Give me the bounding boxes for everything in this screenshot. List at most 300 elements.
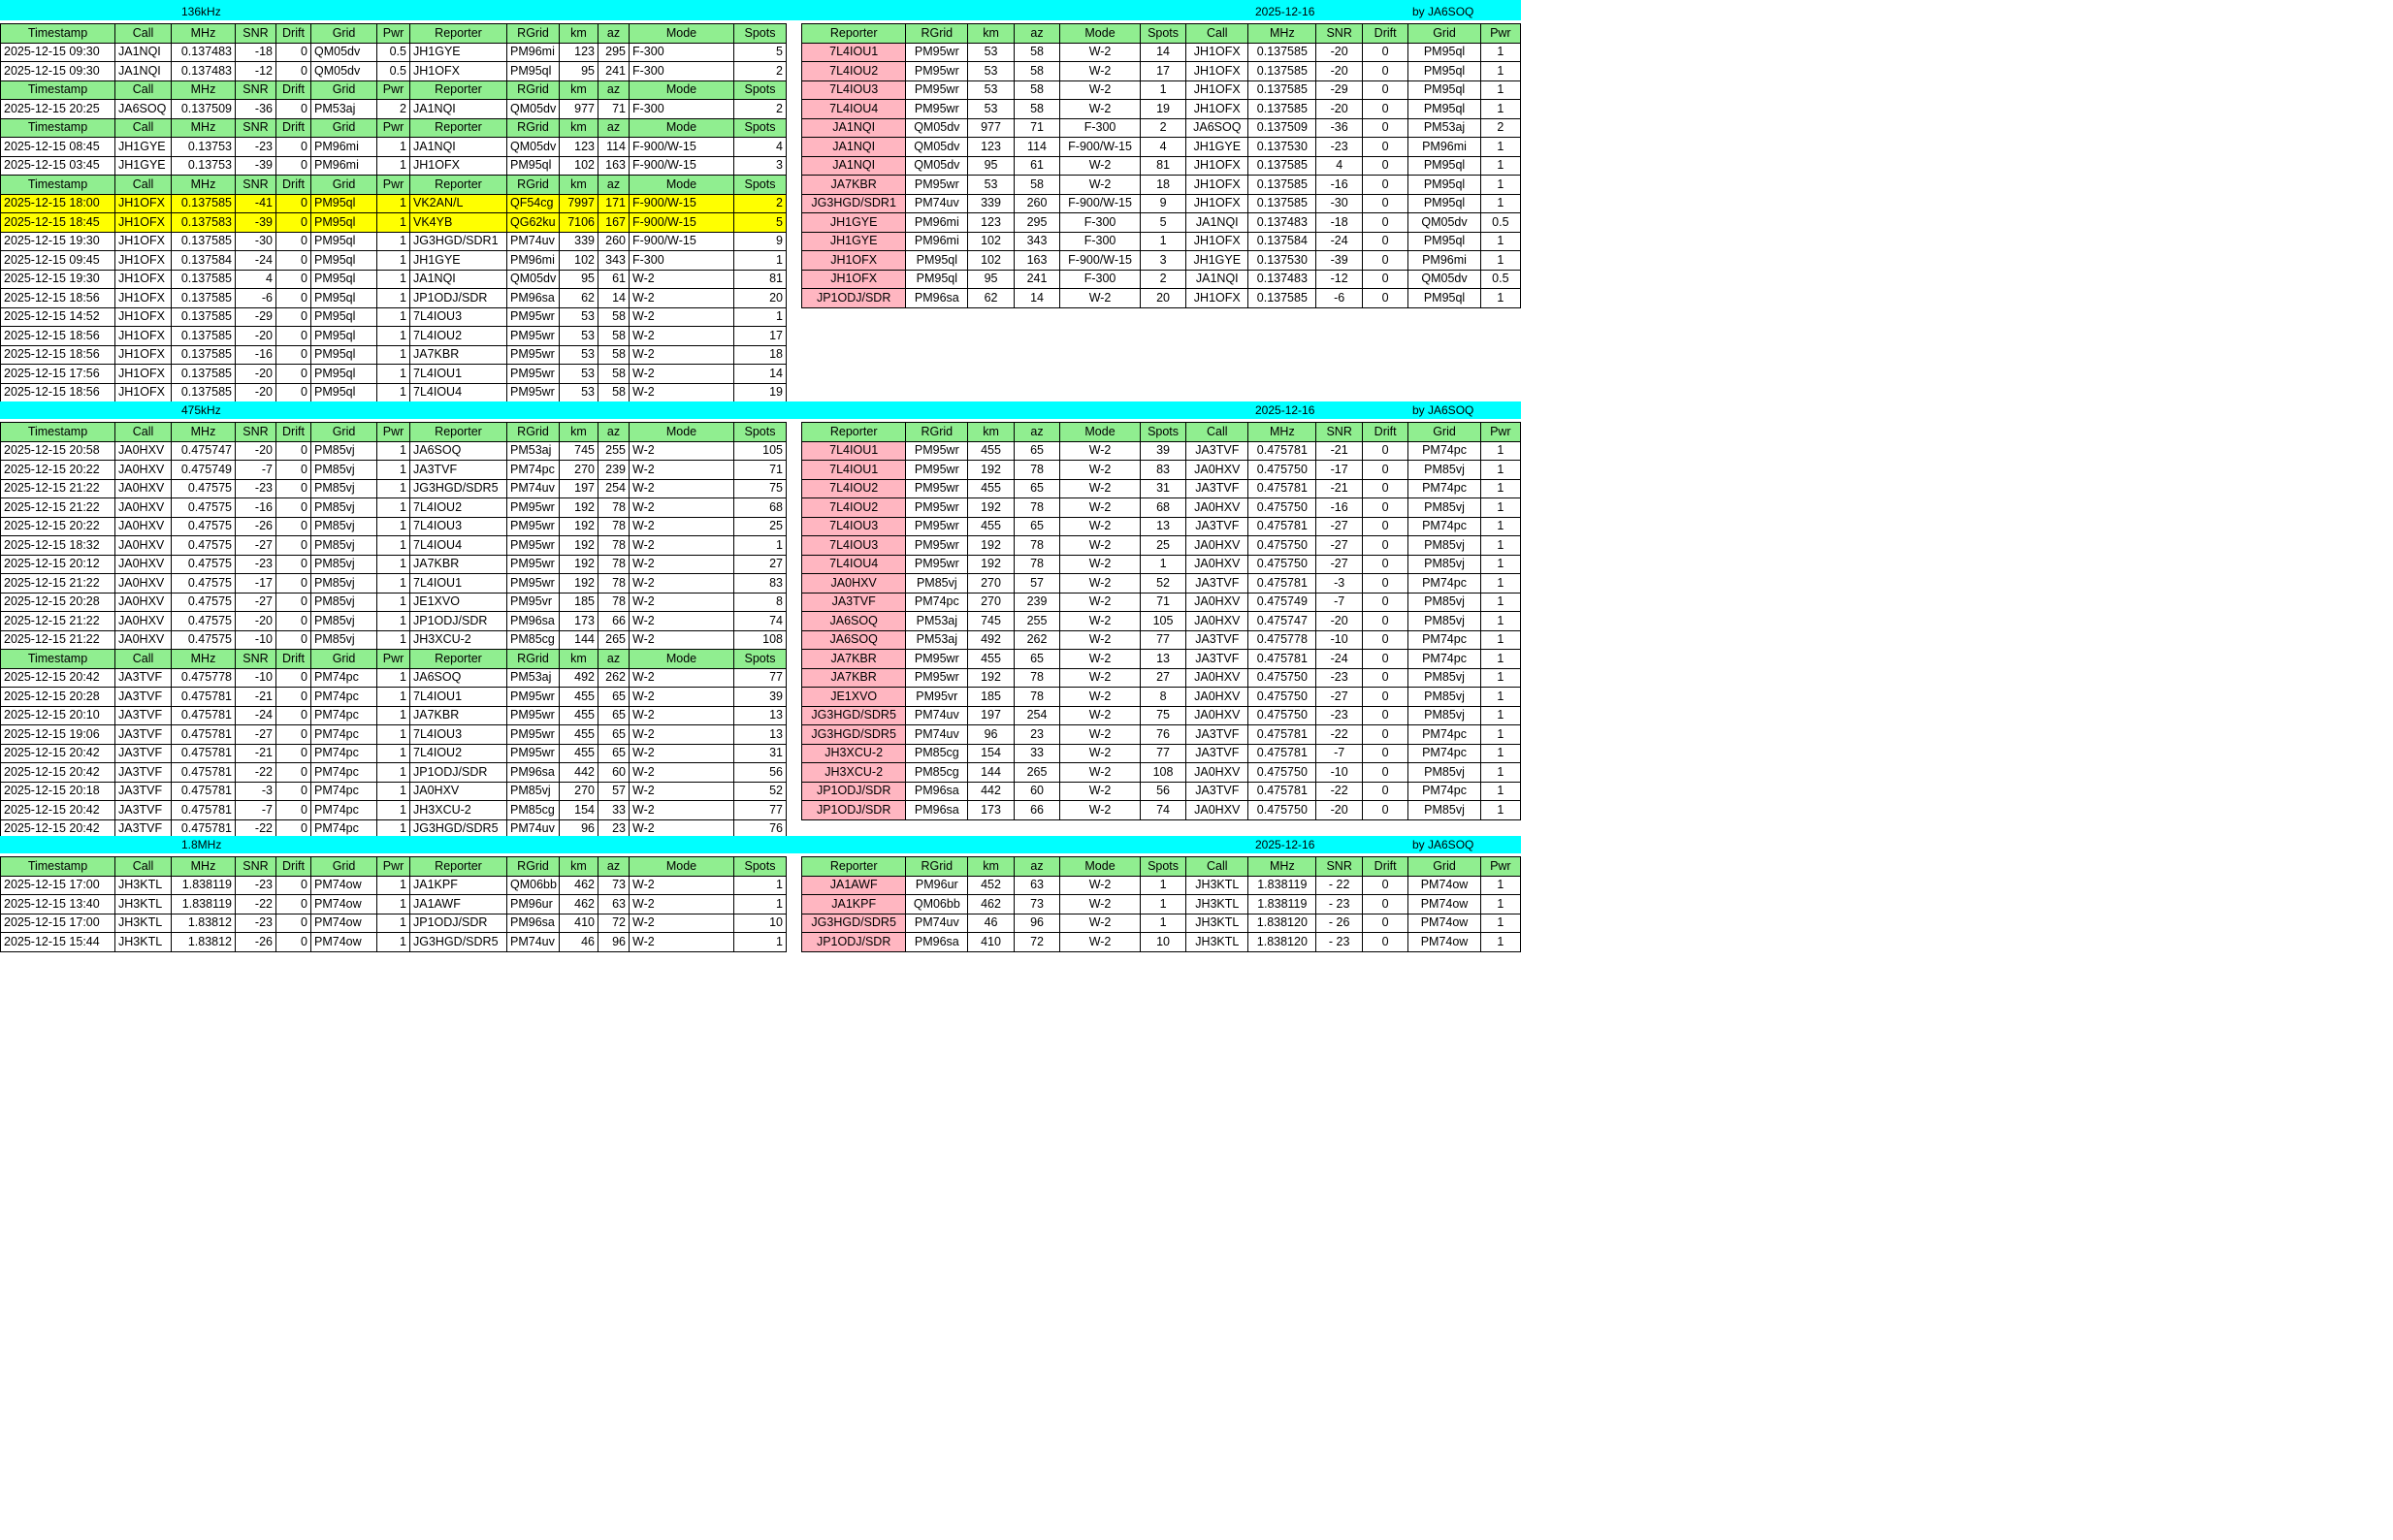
reporter-data-cell: 31: [1140, 479, 1185, 498]
spot-cell: 1: [377, 782, 410, 801]
reporter-row: [802, 80, 1521, 100]
reporter-cell: JA7KBR: [802, 668, 906, 688]
spot-cell: -6: [236, 289, 276, 308]
spot-cell: 2025-12-15 13:40: [1, 895, 115, 914]
spot-cell: 95: [560, 270, 598, 289]
reporter-data-cell: 295: [1014, 213, 1059, 233]
spot-cell: 7L4IOU4: [410, 536, 507, 556]
reporter-data-cell: -17: [1316, 461, 1362, 480]
spot-cell: 7L4IOU2: [410, 327, 507, 346]
spot-cell: 0.475778: [172, 668, 236, 688]
reporter-row: [802, 555, 1521, 574]
reporter-data-cell: 0.475749: [1248, 593, 1316, 612]
spot-cell: 0.47575: [172, 517, 236, 536]
spot-cell: 95: [560, 62, 598, 81]
spot-cell: QF54cg: [507, 194, 560, 213]
spot-cell: 27: [734, 555, 787, 574]
spot-cell: 0: [276, 668, 311, 688]
spot-cell: 13: [734, 706, 787, 725]
reporter-data-cell: W-2: [1060, 479, 1141, 498]
reporter-data-cell: 1.838119: [1248, 876, 1316, 895]
spot-cell: JA1NQI: [115, 43, 172, 62]
reporter-data-cell: 0.475781: [1248, 650, 1316, 669]
reporter-data-cell: 0: [1362, 156, 1407, 176]
reporter-data-cell: PM95ql: [1408, 176, 1480, 195]
spot-cell: 455: [560, 706, 598, 725]
reporter-data-cell: -10: [1316, 630, 1362, 650]
reporter-data-cell: W-2: [1060, 289, 1141, 308]
spot-row: [1, 630, 787, 650]
reporter-data-cell: 1: [1480, 650, 1520, 669]
spot-cell: 23: [598, 819, 630, 839]
column-header: Call: [1186, 423, 1248, 442]
reporter-data-cell: PM85cg: [906, 744, 968, 763]
reporter-data-cell: -6: [1316, 289, 1362, 308]
spot-cell: W-2: [630, 307, 734, 327]
column-header: az: [598, 80, 630, 100]
spot-cell: 1: [377, 819, 410, 839]
spot-cell: 0.475781: [172, 801, 236, 820]
spot-cell: 192: [560, 498, 598, 518]
spot-cell: 14: [734, 365, 787, 384]
reporter-data-cell: 108: [1140, 763, 1185, 783]
spot-cell: PM85vj: [311, 461, 377, 480]
reporter-data-cell: PM74uv: [906, 725, 968, 745]
reporter-data-cell: 462: [968, 895, 1014, 914]
reporter-data-cell: 197: [968, 706, 1014, 725]
column-header: az: [1014, 423, 1059, 442]
spot-cell: 2025-12-15 21:22: [1, 479, 115, 498]
reporter-data-cell: JH3KTL: [1186, 895, 1248, 914]
reporter-data-cell: PM74pc: [1408, 650, 1480, 669]
spot-cell: -21: [236, 688, 276, 707]
spot-cell: 53: [560, 365, 598, 384]
spot-row: [1, 688, 787, 707]
column-header: az: [598, 118, 630, 138]
reporter-data-cell: 65: [1014, 479, 1059, 498]
reporter-data-cell: 0: [1362, 555, 1407, 574]
spot-cell: 0: [276, 914, 311, 933]
reporter-data-cell: 77: [1140, 744, 1185, 763]
reporter-data-cell: 77: [1140, 630, 1185, 650]
spot-row: [1, 555, 787, 574]
reporter-data-cell: 0.475747: [1248, 612, 1316, 631]
reporter-cell: 7L4IOU1: [802, 43, 906, 62]
spot-cell: 2025-12-15 18:56: [1, 327, 115, 346]
spot-cell: W-2: [630, 801, 734, 820]
spot-cell: 0: [276, 801, 311, 820]
column-header: SNR: [1316, 857, 1362, 877]
column-header: Spots: [734, 176, 787, 195]
spot-row: [1, 498, 787, 518]
reporter-cell: JH1GYE: [802, 232, 906, 251]
reporter-data-cell: PM85cg: [906, 763, 968, 783]
spot-cell: PM85cg: [507, 801, 560, 820]
spot-cell: 0: [276, 763, 311, 783]
spot-cell: 3: [734, 156, 787, 176]
reporter-data-cell: 192: [968, 668, 1014, 688]
reporter-data-cell: PM74pc: [1408, 517, 1480, 536]
reporter-data-cell: PM74ow: [1408, 914, 1480, 933]
spot-cell: PM95wr: [507, 725, 560, 745]
reporter-data-cell: -7: [1316, 593, 1362, 612]
spot-cell: 81: [734, 270, 787, 289]
reporter-row: [802, 441, 1521, 461]
reporter-data-cell: 83: [1140, 461, 1185, 480]
reporter-data-cell: F-900/W-15: [1060, 138, 1141, 157]
spot-cell: 0.137585: [172, 365, 236, 384]
reporter-data-cell: W-2: [1060, 801, 1141, 820]
spot-cell: 7997: [560, 194, 598, 213]
spot-cell: -24: [236, 706, 276, 725]
reporter-data-cell: 270: [968, 574, 1014, 594]
spot-cell: -23: [236, 479, 276, 498]
spot-cell: QM05dv: [311, 62, 377, 81]
reporter-cell: 7L4IOU3: [802, 517, 906, 536]
column-header: Timestamp: [1, 24, 115, 44]
reporter-data-cell: 65: [1014, 441, 1059, 461]
reporter-row: [802, 763, 1521, 783]
reporter-data-cell: 17: [1140, 62, 1185, 81]
spot-cell: 0.5: [377, 43, 410, 62]
column-header: Grid: [1408, 423, 1480, 442]
reporter-cell: JP1ODJ/SDR: [802, 933, 906, 952]
reporter-cell: 7L4IOU3: [802, 80, 906, 100]
reporter-data-cell: 1: [1480, 100, 1520, 119]
reporter-data-cell: PM96sa: [906, 801, 968, 820]
reporter-data-cell: JA3TVF: [1186, 744, 1248, 763]
reporter-data-cell: 0: [1362, 688, 1407, 707]
spot-cell: 0.137509: [172, 100, 236, 119]
reporter-data-cell: 1: [1140, 876, 1185, 895]
spot-cell: -36: [236, 100, 276, 119]
spot-cell: 33: [598, 801, 630, 820]
reporter-data-cell: -20: [1316, 801, 1362, 820]
reporter-data-cell: W-2: [1060, 630, 1141, 650]
spot-cell: 74: [734, 612, 787, 631]
spot-cell: 96: [560, 819, 598, 839]
spot-cell: JA6SOQ: [410, 668, 507, 688]
spot-cell: 2025-12-15 20:42: [1, 819, 115, 839]
reporter-data-cell: 0: [1362, 498, 1407, 518]
spot-cell: 0.137483: [172, 43, 236, 62]
reporter-data-cell: 123: [968, 213, 1014, 233]
reporter-data-cell: 23: [1014, 725, 1059, 745]
column-header: Mode: [1060, 857, 1141, 877]
column-header: Timestamp: [1, 176, 115, 195]
spot-row: [1, 536, 787, 556]
spot-row: [1, 138, 787, 157]
reporter-data-cell: 0.137584: [1248, 232, 1316, 251]
reporter-data-cell: PM95ql: [906, 251, 968, 271]
author-label: by JA6SOQ: [1412, 5, 1474, 18]
reporter-row: [802, 744, 1521, 763]
reporter-data-cell: 1: [1480, 156, 1520, 176]
spot-cell: 2025-12-15 20:42: [1, 763, 115, 783]
reporter-data-cell: 0: [1362, 100, 1407, 119]
reporter-data-cell: 192: [968, 536, 1014, 556]
spot-cell: JH1OFX: [115, 270, 172, 289]
spot-cell: QM05dv: [507, 138, 560, 157]
reporter-data-cell: W-2: [1060, 612, 1141, 631]
reporter-cell: 7L4IOU1: [802, 441, 906, 461]
spot-cell: JA0HXV: [115, 498, 172, 518]
column-header: az: [1014, 857, 1059, 877]
reporter-data-cell: PM95wr: [906, 100, 968, 119]
spot-cell: PM74pc: [311, 688, 377, 707]
reporter-data-cell: F-900/W-15: [1060, 194, 1141, 213]
reporter-data-cell: 96: [1014, 914, 1059, 933]
spot-cell: JA0HXV: [115, 555, 172, 574]
reporter-data-cell: PM74pc: [1408, 574, 1480, 594]
spot-cell: 0: [276, 251, 311, 271]
spot-cell: 2025-12-15 09:45: [1, 251, 115, 271]
spot-cell: JA3TVF: [115, 688, 172, 707]
spot-cell: JA0HXV: [115, 612, 172, 631]
reporter-data-cell: 65: [1014, 650, 1059, 669]
reporter-cell: JG3HGD/SDR1: [802, 194, 906, 213]
reporter-data-cell: PM95ql: [1408, 194, 1480, 213]
spot-cell: 2: [734, 100, 787, 119]
spot-cell: W-2: [630, 668, 734, 688]
spot-cell: 1: [377, 744, 410, 763]
column-header: Spots: [734, 24, 787, 44]
reporter-data-cell: 114: [1014, 138, 1059, 157]
reporter-data-cell: 0.475750: [1248, 668, 1316, 688]
reporter-data-cell: JH1OFX: [1186, 100, 1248, 119]
spot-cell: -22: [236, 895, 276, 914]
reporter-data-cell: 71: [1014, 118, 1059, 138]
spot-cell: 2025-12-15 21:22: [1, 630, 115, 650]
column-header: km: [560, 857, 598, 877]
spot-cell: F-900/W-15: [630, 138, 734, 157]
column-header: Reporter: [802, 857, 906, 877]
spot-cell: 0.47575: [172, 630, 236, 650]
spot-cell: 2025-12-15 20:10: [1, 706, 115, 725]
reporter-data-cell: 1: [1480, 763, 1520, 783]
column-header-row: [1, 118, 787, 138]
spots-by-reporter-table: [801, 23, 1521, 308]
spot-cell: -10: [236, 668, 276, 688]
spot-cell: W-2: [630, 574, 734, 594]
reporter-data-cell: PM95wr: [906, 479, 968, 498]
spot-cell: 25: [734, 517, 787, 536]
reporter-row: [802, 43, 1521, 62]
spot-cell: F-900/W-15: [630, 156, 734, 176]
spot-cell: 0: [276, 327, 311, 346]
column-header: az: [598, 857, 630, 877]
spot-cell: 2025-12-15 21:22: [1, 574, 115, 594]
reporter-data-cell: JA1NQI: [1186, 270, 1248, 289]
reporter-data-cell: 76: [1140, 725, 1185, 745]
spot-cell: 2025-12-15 18:32: [1, 536, 115, 556]
column-header: Grid: [311, 80, 377, 100]
reporter-data-cell: JH1OFX: [1186, 176, 1248, 195]
reporter-data-cell: PM95wr: [906, 461, 968, 480]
spot-row: [1, 876, 787, 895]
spot-row: [1, 574, 787, 594]
spot-cell: JA0HXV: [115, 517, 172, 536]
spot-row: [1, 365, 787, 384]
spot-cell: JH1OFX: [410, 62, 507, 81]
reporter-data-cell: W-2: [1060, 782, 1141, 801]
spot-cell: JA0HXV: [115, 593, 172, 612]
spot-cell: 0: [276, 100, 311, 119]
reporter-data-cell: 1: [1480, 574, 1520, 594]
spot-cell: 10: [734, 914, 787, 933]
column-header: Pwr: [1480, 24, 1520, 44]
reporter-data-cell: 19: [1140, 100, 1185, 119]
spot-cell: PM95wr: [507, 345, 560, 365]
spot-cell: F-900/W-15: [630, 232, 734, 251]
column-header: Pwr: [377, 650, 410, 669]
reporter-data-cell: 13: [1140, 650, 1185, 669]
reporter-data-cell: 20: [1140, 289, 1185, 308]
reporter-data-cell: 8: [1140, 688, 1185, 707]
spot-cell: 0.137584: [172, 251, 236, 271]
spot-cell: 0: [276, 270, 311, 289]
spot-cell: 0: [276, 138, 311, 157]
spot-cell: PM95wr: [507, 574, 560, 594]
reporter-data-cell: 3: [1140, 251, 1185, 271]
spot-cell: PM95ql: [311, 232, 377, 251]
reporter-data-cell: PM74pc: [1408, 441, 1480, 461]
reporter-data-cell: QM05dv: [1408, 270, 1480, 289]
spot-cell: PM95wr: [507, 517, 560, 536]
spot-cell: 1: [734, 895, 787, 914]
spot-cell: PM74pc: [311, 668, 377, 688]
spot-cell: 492: [560, 668, 598, 688]
spot-row: [1, 782, 787, 801]
reporter-data-cell: -23: [1316, 706, 1362, 725]
reporter-data-cell: JH1OFX: [1186, 80, 1248, 100]
reporter-data-cell: JH1OFX: [1186, 289, 1248, 308]
spot-cell: 102: [560, 251, 598, 271]
spot-cell: -27: [236, 593, 276, 612]
reporter-data-cell: 0.5: [1480, 270, 1520, 289]
reporter-cell: JA7KBR: [802, 176, 906, 195]
spot-cell: 0: [276, 725, 311, 745]
spot-cell: 2025-12-15 17:00: [1, 914, 115, 933]
spot-cell: PM85vj: [311, 536, 377, 556]
reporter-data-cell: 1: [1480, 43, 1520, 62]
spot-cell: 1: [377, 156, 410, 176]
reporter-row: [802, 118, 1521, 138]
reporter-data-cell: 1: [1480, 555, 1520, 574]
spot-cell: -20: [236, 327, 276, 346]
column-header: Spots: [734, 650, 787, 669]
spot-cell: 123: [560, 138, 598, 157]
spot-cell: 0.475781: [172, 688, 236, 707]
reporter-data-cell: -3: [1316, 574, 1362, 594]
spot-row: [1, 517, 787, 536]
reporter-data-cell: PM74uv: [906, 194, 968, 213]
spot-cell: 71: [598, 100, 630, 119]
spot-cell: 0: [276, 441, 311, 461]
reporter-data-cell: PM95ql: [1408, 232, 1480, 251]
reporter-data-cell: 492: [968, 630, 1014, 650]
spot-cell: 63: [598, 895, 630, 914]
reporter-data-cell: 0: [1362, 763, 1407, 783]
spot-row: [1, 612, 787, 631]
spot-cell: JA3TVF: [115, 819, 172, 839]
reporter-data-cell: W-2: [1060, 43, 1141, 62]
reporter-cell: JA7KBR: [802, 650, 906, 669]
reporter-data-cell: -27: [1316, 688, 1362, 707]
reporter-data-cell: 1: [1140, 914, 1185, 933]
spot-cell: 0: [276, 593, 311, 612]
reporter-data-cell: 260: [1014, 194, 1059, 213]
reporter-data-cell: PM85vj: [1408, 801, 1480, 820]
spot-cell: -7: [236, 461, 276, 480]
spot-cell: JA3TVF: [115, 744, 172, 763]
spot-cell: 52: [734, 782, 787, 801]
reporter-data-cell: -10: [1316, 763, 1362, 783]
reporter-data-cell: -18: [1316, 213, 1362, 233]
spot-cell: 73: [598, 876, 630, 895]
reporter-data-cell: 0: [1362, 801, 1407, 820]
reporter-data-cell: 1: [1480, 289, 1520, 308]
column-header: RGrid: [507, 80, 560, 100]
reporter-data-cell: 2: [1140, 270, 1185, 289]
reporter-data-cell: 2: [1480, 118, 1520, 138]
spot-cell: 977: [560, 100, 598, 119]
spot-cell: PM96mi: [311, 156, 377, 176]
spot-cell: QG62ku: [507, 213, 560, 233]
spot-cell: W-2: [630, 612, 734, 631]
reporter-data-cell: 0: [1362, 895, 1407, 914]
reporter-data-cell: 78: [1014, 461, 1059, 480]
column-header: RGrid: [906, 24, 968, 44]
spot-cell: 65: [598, 744, 630, 763]
spot-cell: 31: [734, 744, 787, 763]
reporter-cell: JH1OFX: [802, 251, 906, 271]
spot-cell: 75: [734, 479, 787, 498]
spot-cell: 0.475749: [172, 461, 236, 480]
column-header: Drift: [276, 80, 311, 100]
spot-cell: 1: [377, 536, 410, 556]
spot-cell: JA3TVF: [115, 668, 172, 688]
spot-cell: 2025-12-15 20:58: [1, 441, 115, 461]
spot-cell: 2025-12-15 20:18: [1, 782, 115, 801]
spot-cell: 1: [734, 536, 787, 556]
spot-cell: 0: [276, 612, 311, 631]
reporter-data-cell: -20: [1316, 43, 1362, 62]
reporter-data-cell: PM85vj: [1408, 536, 1480, 556]
spot-cell: 1: [377, 801, 410, 820]
spot-cell: W-2: [630, 876, 734, 895]
spot-cell: 58: [598, 383, 630, 402]
reporter-data-cell: 53: [968, 43, 1014, 62]
spot-cell: PM95wr: [507, 555, 560, 574]
spot-cell: -27: [236, 536, 276, 556]
reporter-data-cell: - 26: [1316, 914, 1362, 933]
spot-cell: JA3TVF: [115, 782, 172, 801]
reporter-data-cell: 0: [1362, 612, 1407, 631]
reporter-data-cell: 265: [1014, 763, 1059, 783]
reporter-data-cell: 0: [1362, 289, 1407, 308]
reporter-row: [802, 933, 1521, 952]
spot-cell: 78: [598, 536, 630, 556]
spot-cell: 0: [276, 536, 311, 556]
spot-cell: 0.47575: [172, 612, 236, 631]
spot-cell: JA1NQI: [410, 270, 507, 289]
reporter-data-cell: 0.475778: [1248, 630, 1316, 650]
reporter-data-cell: 1: [1480, 706, 1520, 725]
reporter-data-cell: W-2: [1060, 461, 1141, 480]
column-header: SNR: [236, 650, 276, 669]
column-header: SNR: [1316, 423, 1362, 442]
